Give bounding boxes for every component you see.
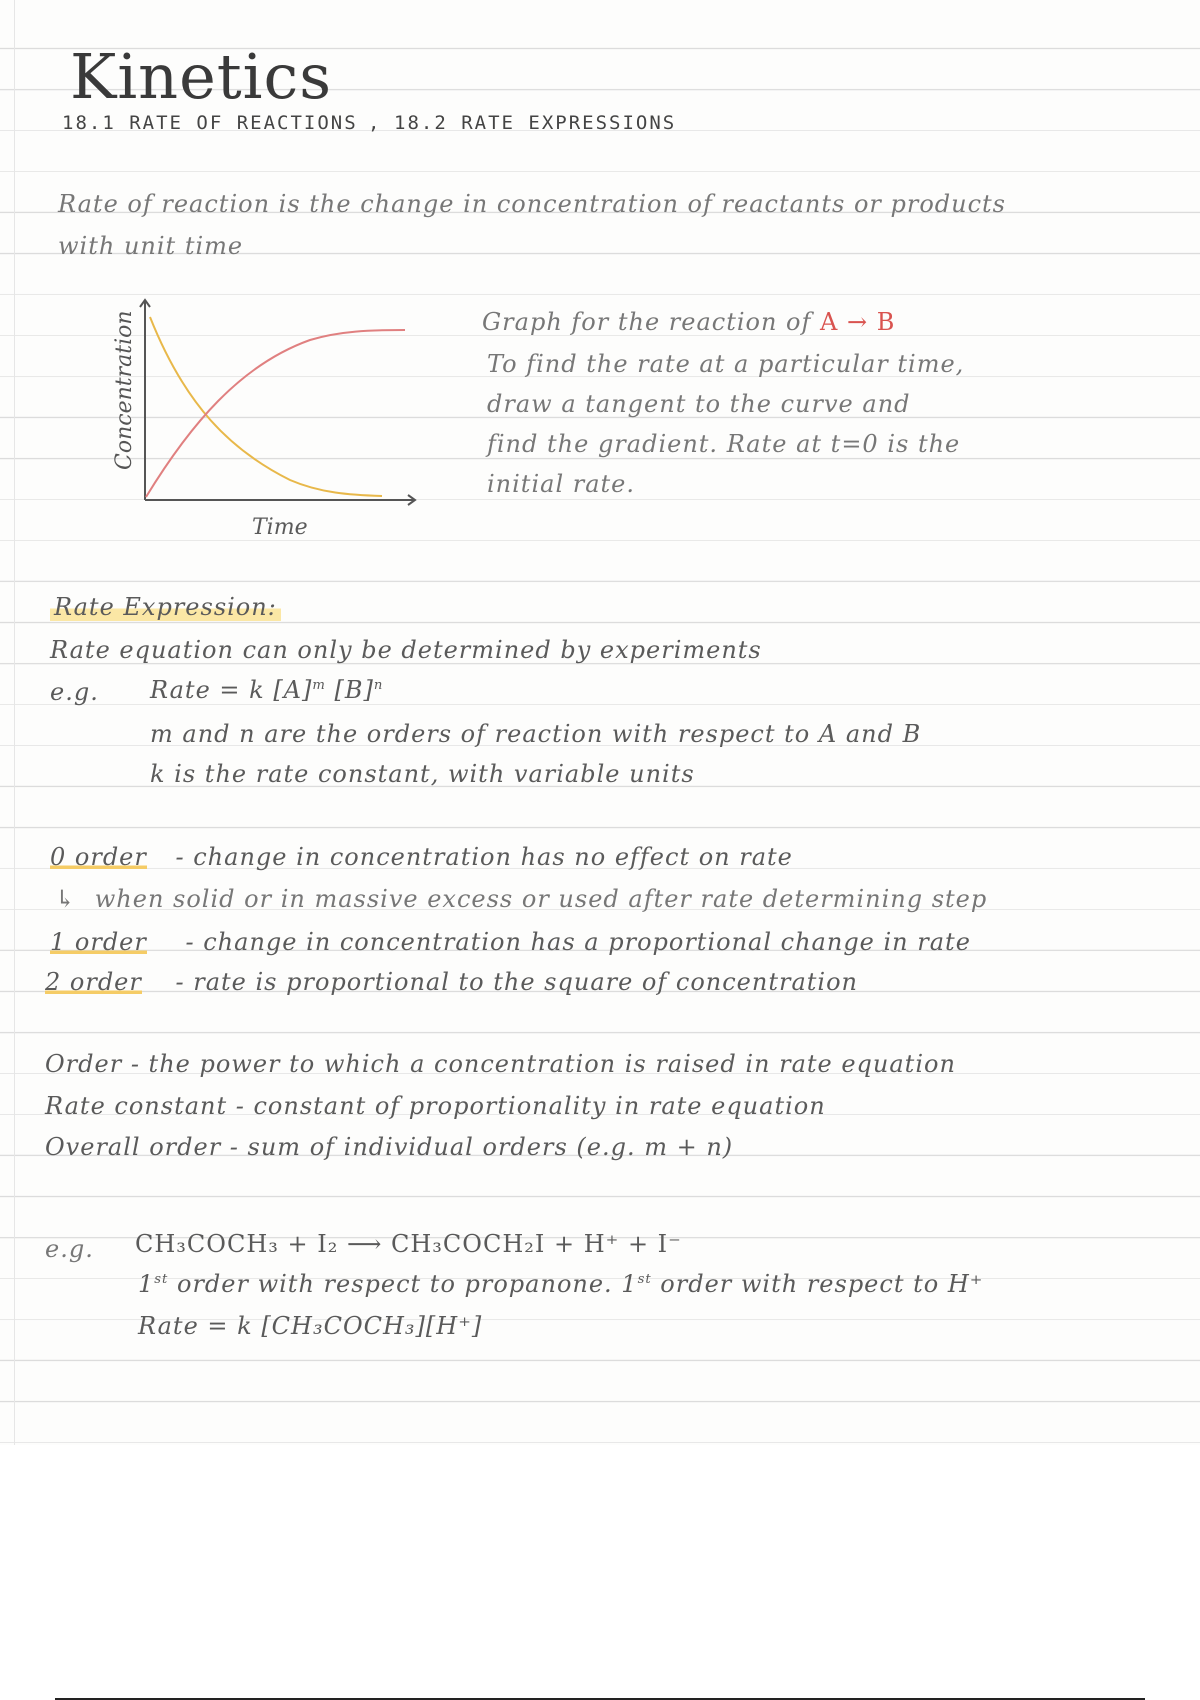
rate-expression-line-4: k is the rate constant, with variable units: [150, 760, 695, 788]
second-order-text: - rate is proportional to the square of concentration: [175, 968, 858, 996]
reactant-curve: [150, 317, 382, 496]
graph-caption-line-2: To find the rate at a particular time,: [487, 350, 965, 378]
order-sup-1: st: [154, 1272, 169, 1287]
rate-expression-heading-text: Rate Expression:: [50, 593, 281, 621]
subtitle-separator: ,: [368, 112, 382, 134]
order-num-1: 1: [138, 1270, 155, 1298]
definition-line-2: with unit time: [58, 232, 244, 260]
rate-equation: [150, 676, 383, 704]
first-order-text: - change in concentration has a proportional change in rate: [185, 928, 971, 956]
graph-caption-reaction: A → B: [820, 308, 896, 336]
exponent-n: n: [373, 678, 384, 693]
graph-y-axis-label: Concentration: [112, 310, 137, 470]
rate-equation-b: [B]: [325, 676, 374, 704]
definition-line-1: Rate of reaction is the change in concentration of reactants or products: [58, 190, 1006, 218]
rate-expression-eg-label: e.g.: [50, 678, 99, 706]
rate-expression-line-3: m and n are the orders of reaction with respect to A and B: [150, 720, 922, 748]
zero-order-label: 0 order: [50, 843, 147, 871]
zero-order-note: when solid or in massive excess or used after rate determining step: [94, 885, 988, 913]
first-order-row: [50, 928, 971, 956]
graph-caption-line-5: initial rate.: [487, 470, 635, 498]
order-sup-2: st: [637, 1272, 652, 1287]
order-text-1: order with respect to propanone. 1: [168, 1270, 638, 1298]
exponent-m: m: [312, 678, 326, 693]
first-order-label: 1 order: [50, 928, 147, 956]
subtitle-rate-of-reactions: 18.1 RATE OF REACTIONS: [62, 112, 358, 134]
graph-x-axis-label: Time: [252, 515, 308, 540]
page-title: Kinetics: [70, 40, 333, 113]
graph-caption-line-3: draw a tangent to the curve and: [487, 390, 911, 418]
second-order-row: [45, 968, 858, 996]
graph-svg: [100, 295, 420, 545]
example-reaction: CH₃COCH₃ + I₂ ⟶ CH₃COCH₂I + H⁺ + I⁻: [135, 1230, 682, 1258]
example-order-line: [138, 1270, 983, 1298]
graph-caption-text: Graph for the reaction of: [482, 308, 812, 336]
order-text-2: order with respect to H⁺: [651, 1270, 984, 1298]
rate-equation-main: Rate = k [A]: [150, 676, 313, 704]
margin-line: [14, 0, 15, 1445]
order-definition: Order - the power to which a concentration is raised in rate equation: [45, 1050, 956, 1078]
rate-expression-line-1: Rate equation can only be determined by experiments: [50, 636, 762, 664]
rate-constant-definition: Rate constant - constant of proportionality in rate equation: [45, 1092, 826, 1120]
zero-order-text: - change in concentration has no effect on rate: [175, 843, 793, 871]
rate-expression-heading: [50, 593, 281, 621]
zero-order-row: [50, 843, 793, 871]
second-order-label: 2 order: [45, 968, 142, 996]
overall-order-definition: Overall order - sum of individual orders (e.g. m + n): [45, 1133, 734, 1161]
subtitle-rate-expressions: 18.2 RATE EXPRESSIONS: [394, 112, 677, 134]
arrow-hook-icon: ↳: [55, 885, 77, 913]
example-eg-label: e.g.: [45, 1235, 94, 1263]
graph-caption-line-4: find the gradient. Rate at t=0 is the: [487, 430, 961, 458]
concentration-time-graph: [100, 295, 420, 545]
zero-order-note-row: [55, 885, 987, 913]
graph-caption-line-1: [482, 308, 895, 336]
example-rate-line: Rate = k [CH₃COCH₃][H⁺]: [138, 1312, 483, 1340]
